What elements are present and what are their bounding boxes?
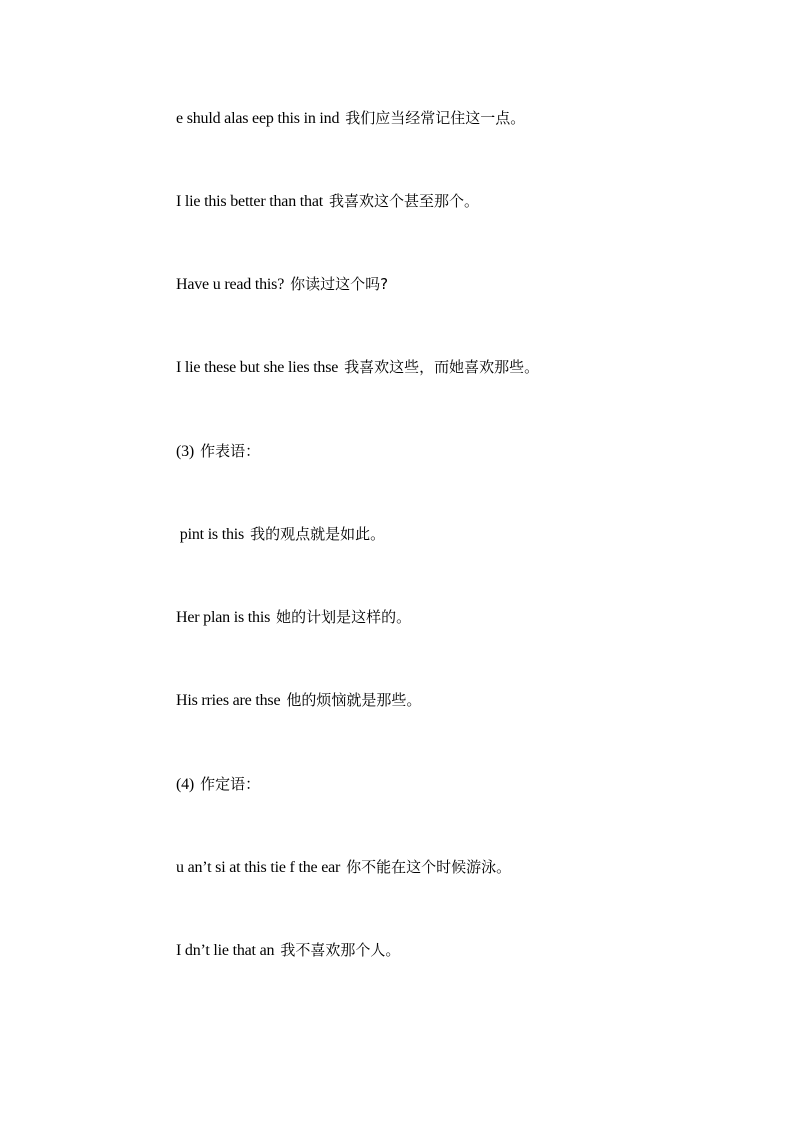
section-number: (3): [176, 443, 195, 460]
english-text: I dn’t lie that an: [176, 942, 275, 959]
section-title: 作表语：: [200, 442, 261, 460]
chinese-text: 你不能在这个时候游泳。: [346, 858, 512, 876]
chinese-text: 我的观点就是如此。: [250, 525, 386, 543]
section-heading-4: [176, 772, 776, 796]
sentence-line-9: [176, 938, 776, 962]
english-text: Her plan is this: [176, 609, 271, 626]
sentence-line-6: [176, 605, 776, 629]
chinese-text: 我不喜欢那个人。: [280, 941, 401, 959]
english-text: I lie these but she lies thse: [176, 359, 339, 376]
sentence-line-8: [176, 855, 776, 879]
chinese-text: 我喜欢这个甚至那个。: [329, 192, 480, 210]
sentence-line-5: [176, 522, 776, 546]
sentence-line-7: [176, 688, 776, 712]
english-text: e shuld alas eep this in ind: [176, 110, 340, 127]
chinese-text: 她的计划是这样的。: [276, 608, 412, 626]
chinese-text: 我们应当经常记住这一点。: [345, 109, 526, 127]
english-text: Have u read this?: [176, 276, 285, 293]
chinese-text: 我喜欢这些，而她喜欢那些。: [344, 358, 540, 376]
english-text: I lie this better than that: [176, 193, 323, 210]
section-heading-3: [176, 439, 776, 463]
sentence-line-3: [176, 272, 776, 296]
english-text: pint is this: [176, 526, 245, 543]
chinese-text: 他的烦恼就是那些。: [286, 691, 422, 709]
chinese-text: 你读过这个吗?: [290, 275, 389, 293]
sentence-line-4: [176, 355, 776, 379]
section-title: 作定语：: [200, 775, 261, 793]
section-number: (4): [176, 776, 195, 793]
english-text: His rries are thse: [176, 692, 281, 709]
english-text: u an’t si at this tie f the ear: [176, 859, 341, 876]
sentence-line-2: [176, 189, 776, 213]
sentence-line-1: [176, 106, 776, 130]
